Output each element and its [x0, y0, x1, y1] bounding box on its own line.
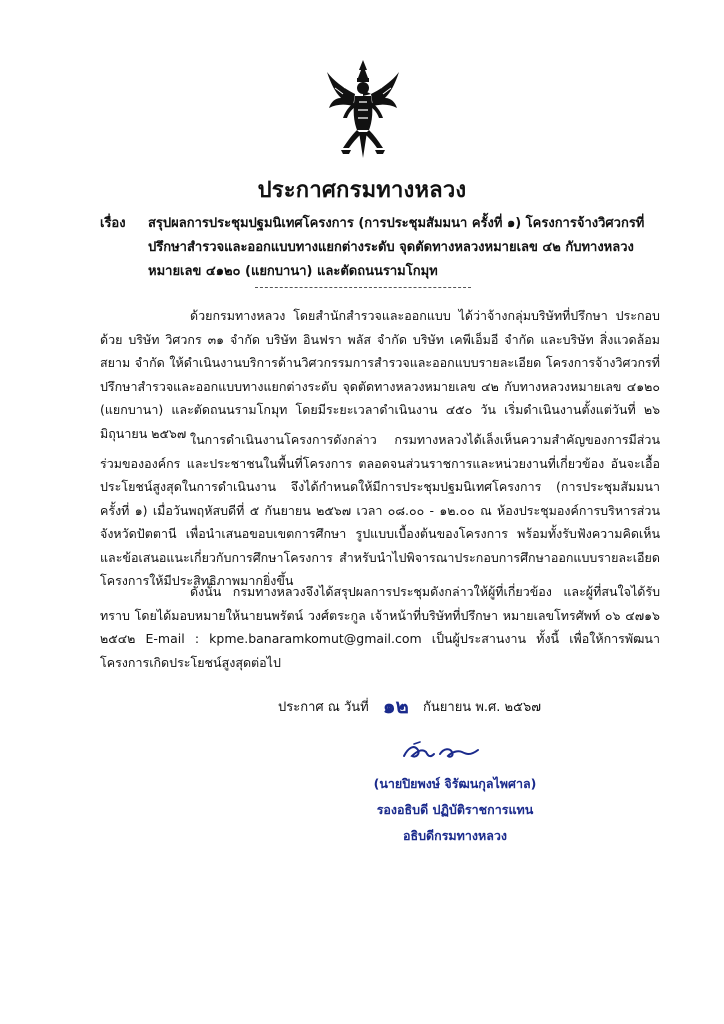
body-paragraph-3: ดังนั้น กรมทางหลวงจึงได้สรุปผลการประชุมดังกล่าวให้ผู้ที่เกี่ยวข้อง และผู้ที่สนใจได้รับทราบ โดยได้มอบหมายให้นายนพรัตน์ วงศ์ตระกูล เจ้าหน้าที่บริษัทที่ปรึกษา หมายเลขโทรศัพท์ ๐๖ ๔๗๑๖ ๒๕๔๒ E-mail : kpme.banaramkomut@gmail.com เป็นผู้ประสานงาน ทั้งนี้ เพื่อให้การพัฒนาโครงการเกิดประโยชน์สูงสุดต่อไป — [100, 584, 660, 670]
garuda-emblem-icon — [325, 58, 401, 160]
signatory-name: (นายปิยพงษ์ จิรัฒนกุลไพศาล) — [373, 776, 537, 791]
announcement-month-year: กันยายน พ.ศ. ๒๕๖๗ — [423, 700, 541, 715]
announcement-day: ๑๒ — [382, 694, 409, 718]
signatory-position-2: อธิบดีกรมทางหลวง — [402, 828, 508, 843]
body-paragraph-2: ในการดำเนินงานโครงการดังกล่าว กรมทางหลวงได้เล็งเห็นความสำคัญของการมีส่วนร่วมขององค์กร และประชาชนในพื้นที่โครงการ ตลอดจนส่วนราชการและหน่วยงานที่เกี่ยวข้อง อันจะเอื้อประโยชน์สูงสุดในการดำเนินงาน จึงได้กำหนดให้มีการประชุมปฐมนิเทศโครงการ (การประชุมสัมมนา ครั้งที่ ๑) เมื่อวันพฤหัสบดีที่ ๕ กันยายน ๒๕๖๗ เวลา ๐๘.๐๐ - ๑๒.๐๐ ณ ห้องประชุมองค์การบริหารส่วนจังหวัดปัตตานี เพื่อนำเสนอขอบเขตการศึกษา รูปแบบเบื้องต้นของโครงการ พร้อมทั้งรับฟังความคิดเห็นและข้อเสนอแนะเกี่ยวกับการศึกษาโครงการ สำหรับนำไปพิจารณาประกอบการศึกษาออกแบบรายละเอียดโครงการให้มีประสิทธิภาพมากยิ่งขึ้น — [100, 432, 660, 588]
announcement-date-line — [278, 688, 541, 720]
signatory-position-1: รองอธิบดี ปฏิบัติราชการแทน — [376, 802, 534, 817]
body-paragraph-1: ด้วยกรมทางหลวง โดยสำนักสำรวจและออกแบบ ได้ว่าจ้างกลุ่มบริษัทที่ปรึกษา ประกอบด้วย บริษัท วิศวกร ๓๑ จำกัด บริษัท อินฟรา พลัส จำกัด บริษัท เคพีเอ็มอี จำกัด และบริษัท สิ่งแวดล้อมสยาม จำกัด ให้ดำเนินงานบริการด้านวิศวกรรมการสำรวจและออกแบบรายละเอียด โครงการจ้างวิศวกรที่ปรึกษาสำรวจและออกแบบทางแยกต่างระดับ จุดตัดทางหลวงหมายเลข ๔๒ กับทางหลวงหมายเลข ๔๑๒๐ (แยกบานา) และตัดถนนรามโกมุท โดยมีระยะเวลาดำเนินงาน ๔๕๐ วัน เริ่มดำเนินงานตั้งแต่วันที่ ๒๖ มิถุนายน ๒๕๖๗ — [100, 308, 660, 441]
handwritten-signature-icon — [400, 738, 484, 764]
divider-line — [255, 287, 471, 288]
subject-block — [100, 212, 660, 284]
document-title: ประกาศกรมทางหลวง — [257, 178, 467, 203]
subject-label: เรื่อง — [100, 216, 126, 231]
subject-text: สรุปผลการประชุมปฐมนิเทศโครงการ (การประชุมสัมมนา ครั้งที่ ๑) โครงการจ้างวิศวกรที่ปรึกษาสำรวจและออกแบบทางแยกต่างระดับ จุดตัดทางหลวงหมายเลข ๔๒ กับทางหลวงหมายเลข ๔๑๒๐ (แยกบานา) และตัดถนนรามโกมุท — [148, 216, 645, 279]
announcement-prefix: ประกาศ ณ วันที่ — [278, 700, 369, 715]
